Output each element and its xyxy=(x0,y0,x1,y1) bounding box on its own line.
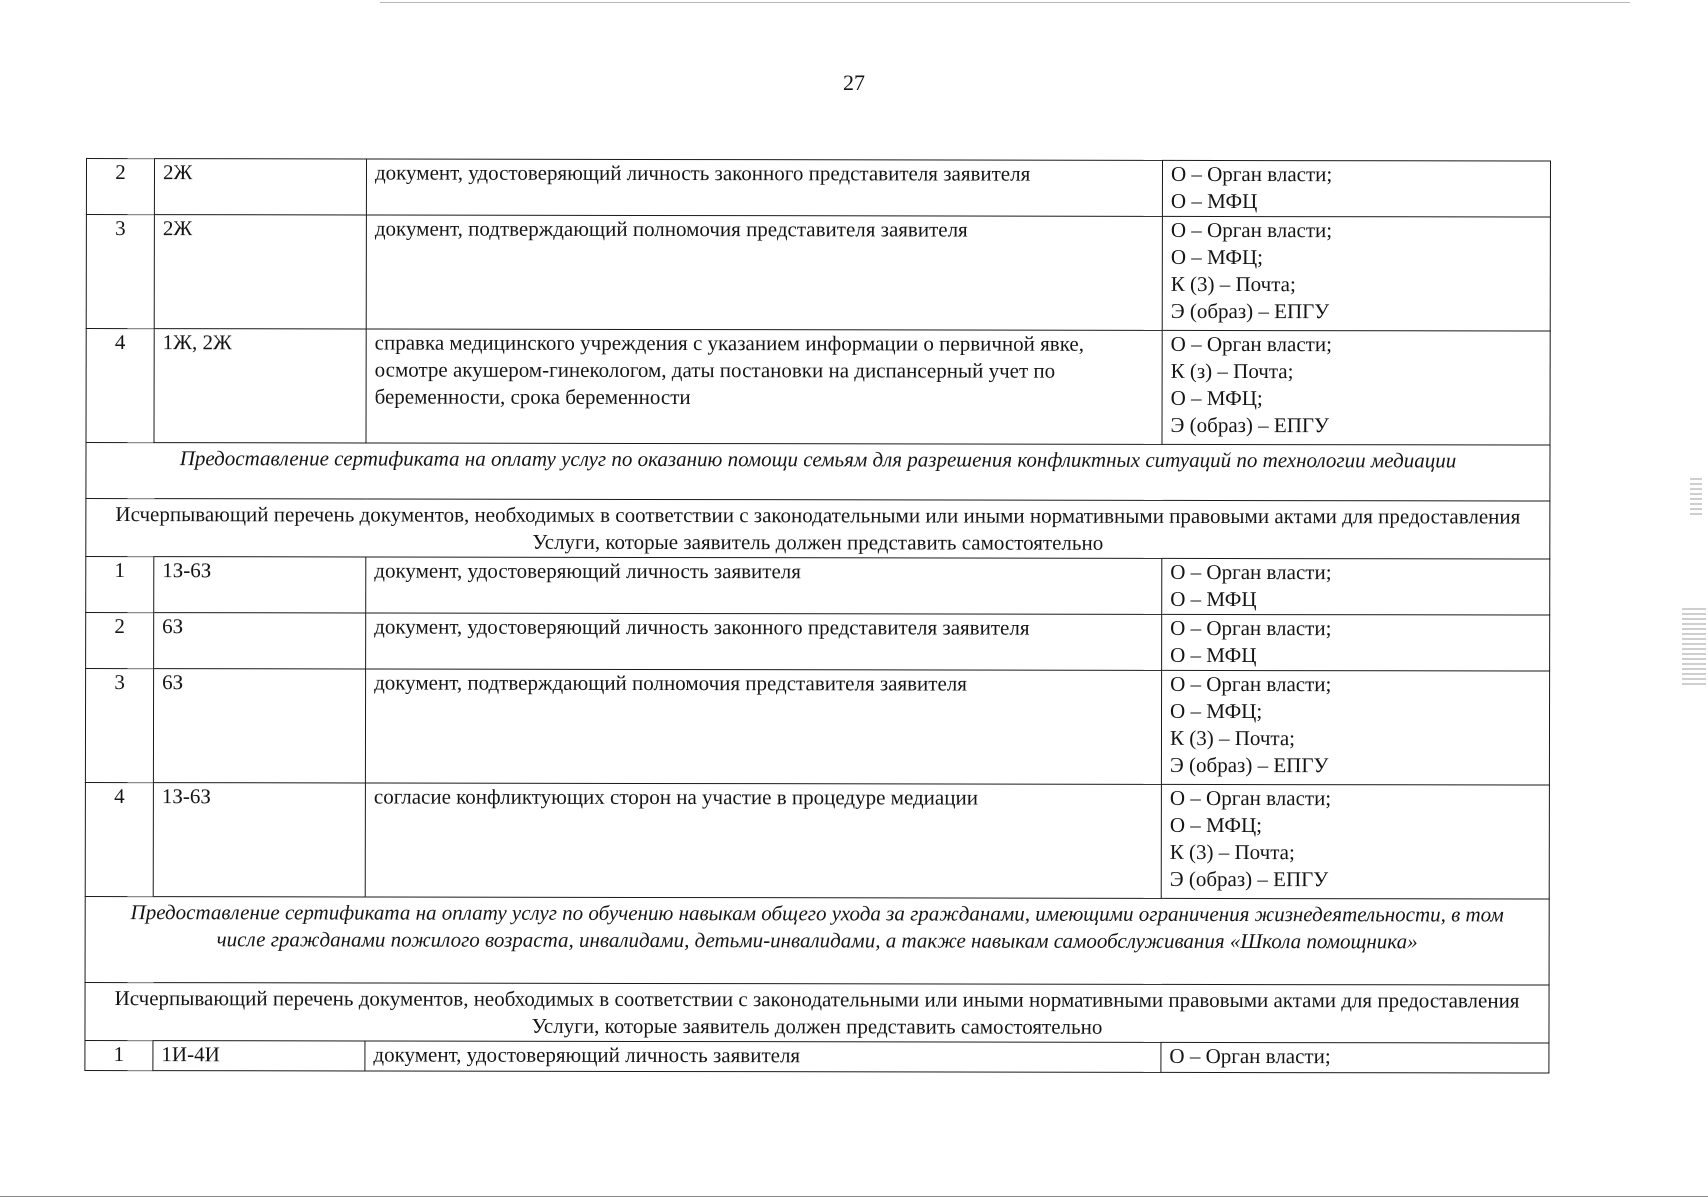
applicant-category-code: 2Ж xyxy=(154,159,366,215)
row-number: 2 xyxy=(86,613,154,669)
submission-method-line: О – МФЦ xyxy=(1170,188,1258,214)
table-row xyxy=(86,215,1550,332)
submission-method-line: Э (образ) – ЕПГУ xyxy=(1170,412,1329,438)
submission-method-line: О – Орган власти; xyxy=(1170,559,1332,585)
document-name: справка медицинского учреждения с указанием информации о первичной явке, осмотре акушером-гинекологом, даты постановки на диспансерный учет по беременности, срока беременности xyxy=(366,329,1162,444)
submission-methods xyxy=(1162,160,1550,217)
table-row xyxy=(85,782,1549,899)
row-number: 3 xyxy=(86,215,154,329)
row-number: 4 xyxy=(86,329,154,443)
table-row xyxy=(86,329,1550,446)
page-number: 27 xyxy=(843,70,865,95)
submission-method-line: К (3) – Почта; xyxy=(1169,725,1296,751)
submission-method-line: О – Орган власти; xyxy=(1170,671,1332,697)
submission-method-line: О – Орган власти; xyxy=(1169,1043,1331,1069)
table-row xyxy=(85,1040,1549,1073)
row-number: 1 xyxy=(85,1040,153,1070)
submission-method-line: К (з) – Почта; xyxy=(1170,358,1294,384)
submission-method-line: О – МФЦ; xyxy=(1170,244,1264,270)
document-list-heading: Исчерпывающий перечень документов, необходимых в соответствии с законодательными или иными нормативными правовыми актами для предоставления Услуги, которые заявитель должен представить самостоятельно xyxy=(86,499,1550,560)
applicant-category-code: 1З-6З xyxy=(154,557,366,613)
service-section-heading: Предоставление сертификата на оплату услуг по обучению навыкам общего ухода за гражданами, имеющими ограничения жизнедеятельности, в том числе гражданами пожилого возраста, инвалидами, детьми-инвалидами, а также навыкам самообслуживания «Школа помощника» xyxy=(85,896,1549,985)
document-name: документ, удостоверяющий личность заявителя xyxy=(366,557,1162,614)
section-heading-row xyxy=(86,499,1550,560)
table-row xyxy=(86,613,1550,672)
applicant-category-code: 6З xyxy=(153,669,365,783)
submission-method-line: О – Орган власти; xyxy=(1170,217,1333,243)
submission-method-line: Э (образ) – ЕПГУ xyxy=(1170,298,1330,324)
applicant-category-code: 1И-4И xyxy=(153,1041,365,1071)
submission-method-line: О – Орган власти; xyxy=(1169,785,1332,811)
row-number: 1 xyxy=(86,557,154,613)
submission-methods xyxy=(1161,784,1549,899)
applicant-category-code: 1Ж, 2Ж xyxy=(154,329,366,443)
row-number: 2 xyxy=(86,159,154,215)
submission-method-line: Э (образ) – ЕПГУ xyxy=(1169,752,1329,778)
submission-method-line: О – МФЦ; xyxy=(1169,812,1263,838)
documents-table xyxy=(84,158,1551,1074)
submission-method-line: О – Орган власти; xyxy=(1170,161,1333,187)
submission-method-line: О – МФЦ; xyxy=(1170,698,1263,724)
submission-method-line: О – МФЦ xyxy=(1170,586,1257,612)
submission-methods xyxy=(1162,216,1550,331)
section-heading-row xyxy=(85,982,1549,1043)
document-name: документ, подтверждающий полномочия представителя заявителя xyxy=(366,215,1162,330)
applicant-category-code: 2Ж xyxy=(154,215,366,329)
submission-methods xyxy=(1162,614,1550,671)
document-name: документ, подтверждающий полномочия представителя заявителя xyxy=(365,669,1161,784)
document-name: согласие конфликтующих сторон на участие в процедуре медиации xyxy=(365,783,1161,898)
submission-method-line: К (3) – Почта; xyxy=(1170,271,1296,297)
document-name: документ, удостоверяющий личность законного представителя заявителя xyxy=(366,613,1162,670)
table-row xyxy=(86,159,1550,218)
row-number: 4 xyxy=(85,782,153,896)
row-number: 3 xyxy=(85,669,153,783)
applicant-category-code: 6З xyxy=(154,613,366,669)
submission-method-line: О – Орган власти; xyxy=(1170,615,1332,641)
submission-method-line: Э (образ) – ЕПГУ xyxy=(1169,866,1329,892)
submission-method-line: О – МФЦ; xyxy=(1170,385,1263,411)
section-heading-row xyxy=(85,896,1549,985)
document-name: документ, удостоверяющий личность законного представителя заявителя xyxy=(366,159,1162,216)
submission-methods xyxy=(1161,1042,1549,1073)
scan-margin-mark xyxy=(1682,608,1706,688)
submission-method-line: О – МФЦ xyxy=(1170,642,1257,668)
scan-margin-mark xyxy=(1690,478,1702,516)
scan-top-edge xyxy=(380,2,1630,3)
document-list-heading: Исчерпывающий перечень документов, необходимых в соответствии с законодательными или иными нормативными правовыми актами для предоставления Услуги, которые заявитель должен представить самостоятельно xyxy=(85,982,1549,1043)
submission-methods xyxy=(1161,670,1549,785)
section-heading-row xyxy=(86,443,1550,502)
submission-method-line: К (3) – Почта; xyxy=(1169,839,1295,865)
scan-bottom-edge xyxy=(0,1196,1708,1197)
applicant-category-code: 1З-6З xyxy=(153,783,365,897)
table-row xyxy=(85,669,1549,786)
document-name: документ, удостоверяющий личность заявителя xyxy=(365,1041,1161,1072)
submission-methods xyxy=(1162,558,1550,615)
submission-methods xyxy=(1162,330,1550,445)
submission-method-line: О – Орган власти; xyxy=(1170,331,1332,357)
table-row xyxy=(86,557,1550,616)
service-section-heading: Предоставление сертификата на оплату услуг по оказанию помощи семьям для разрешения конфликтных ситуаций по технологии медиации xyxy=(86,443,1550,502)
